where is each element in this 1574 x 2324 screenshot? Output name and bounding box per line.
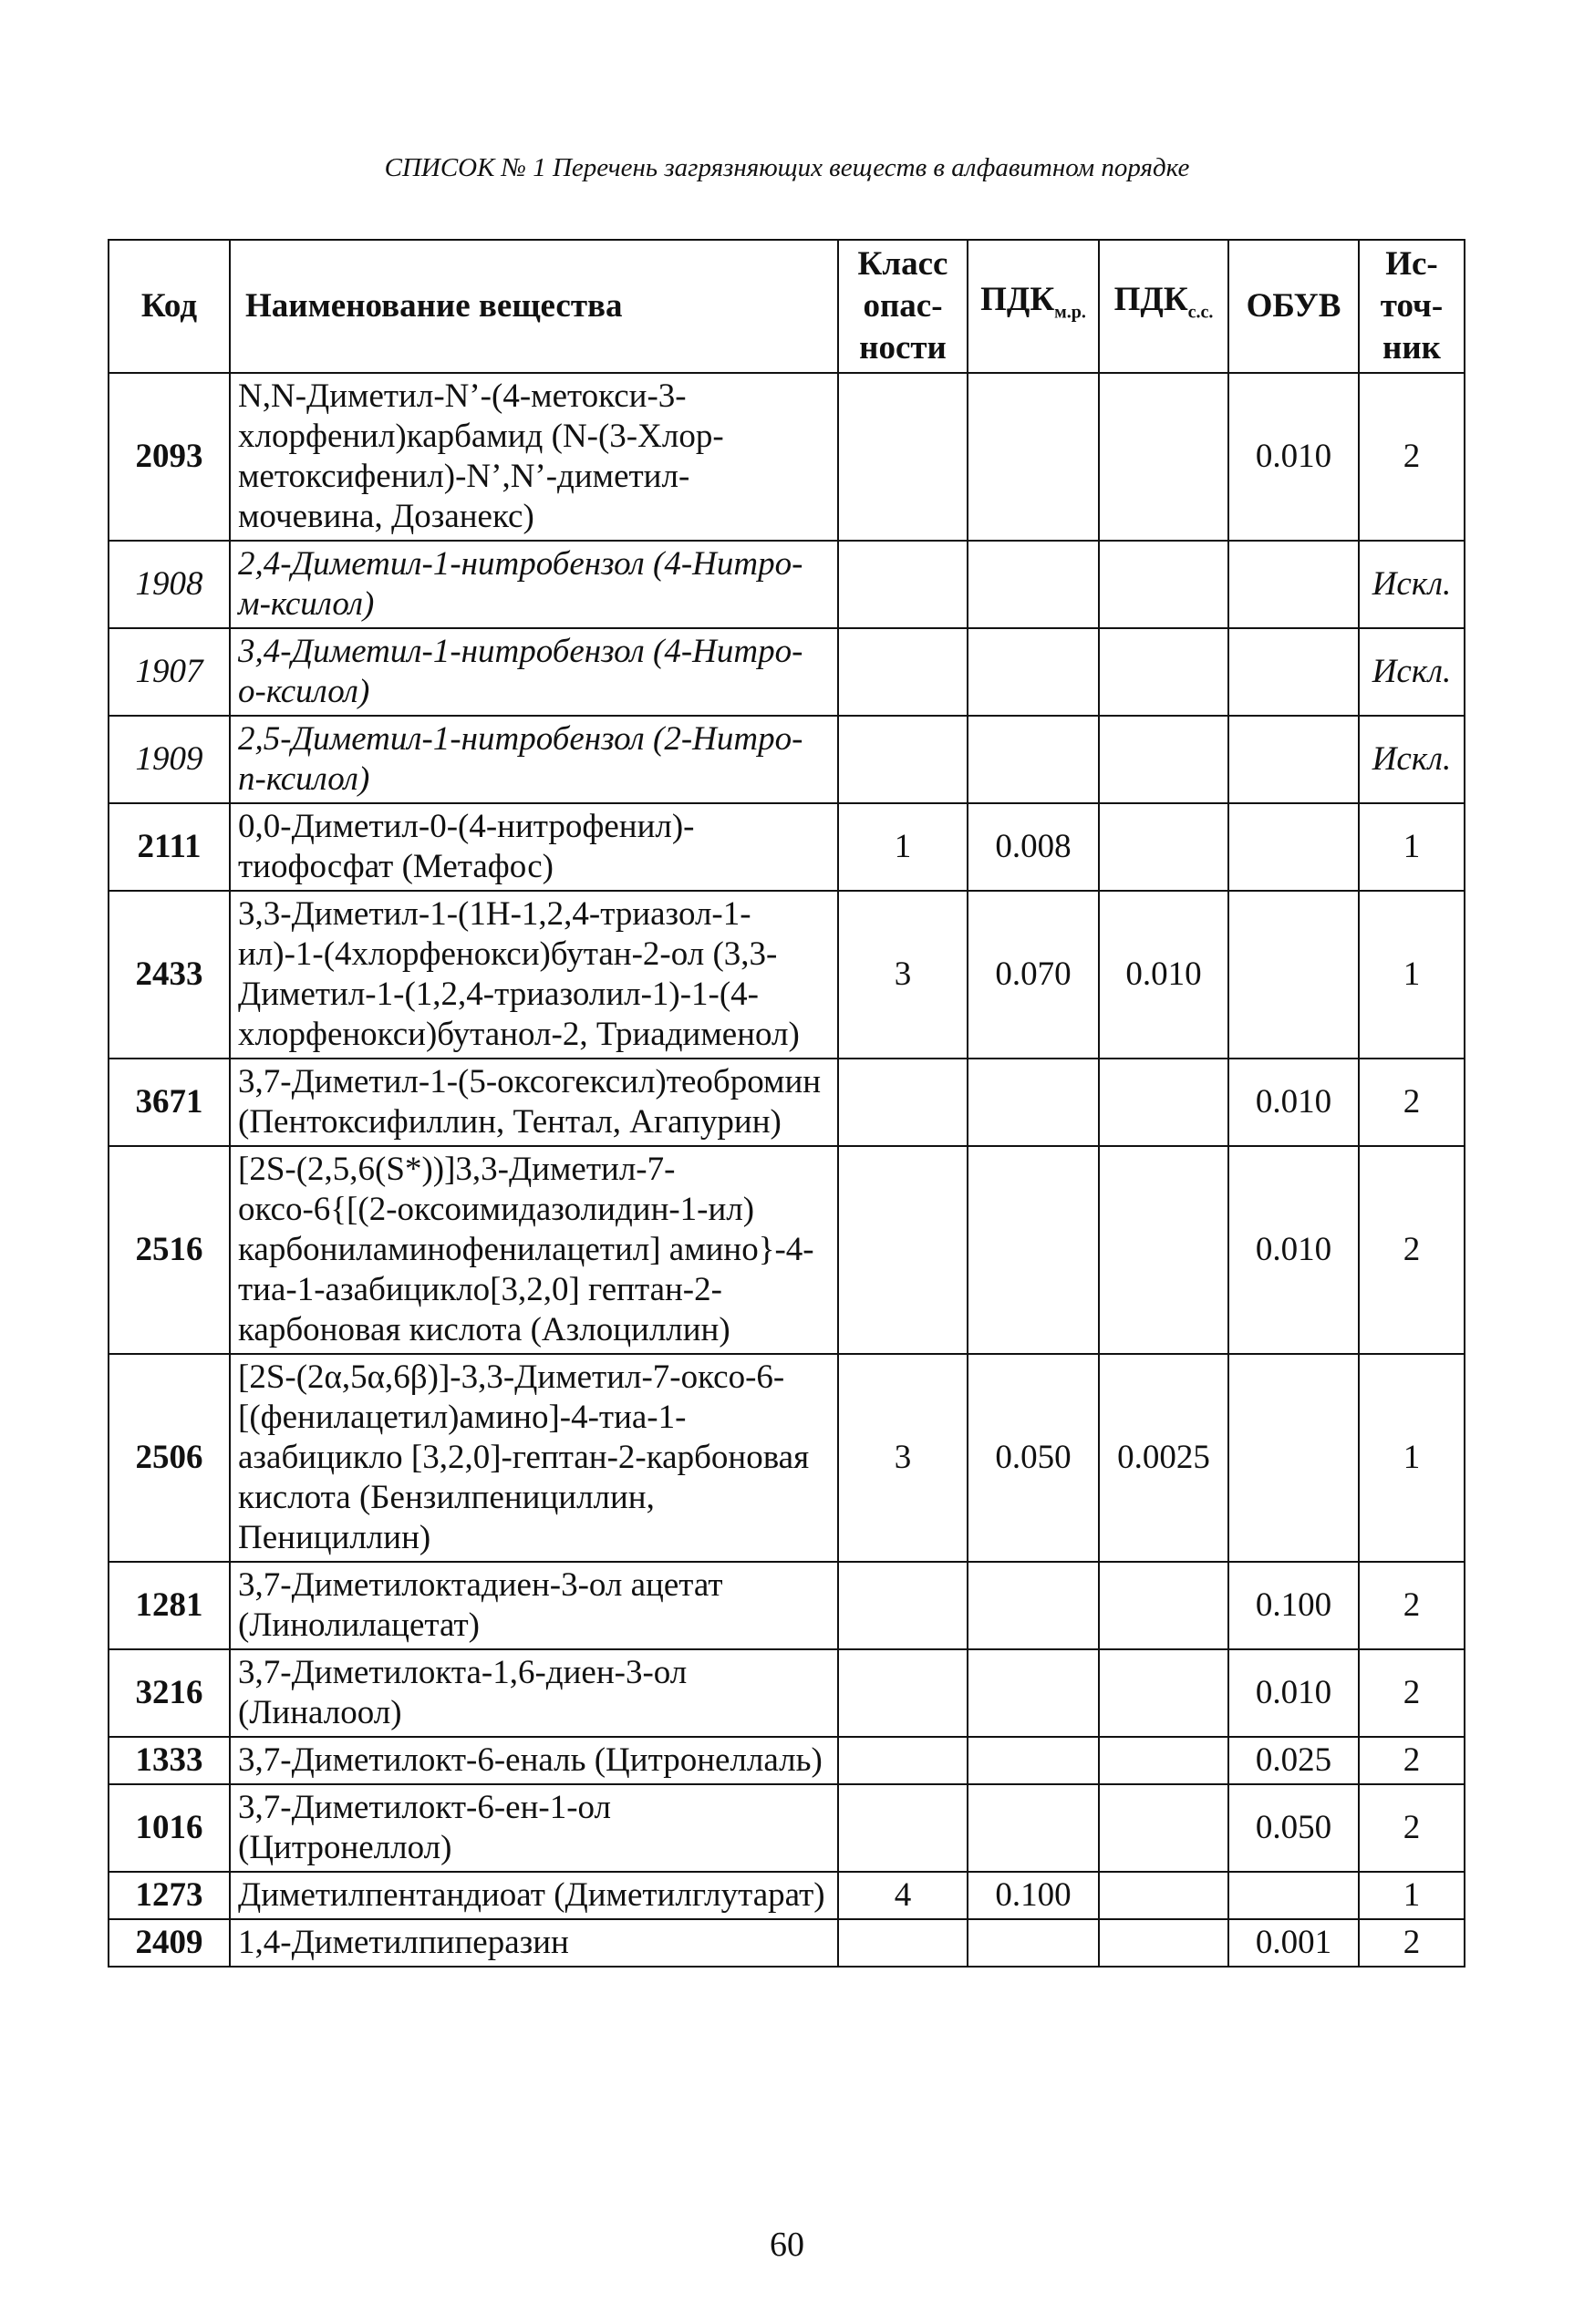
row-source: Искл. <box>1359 716 1465 803</box>
row-name: [2S-(2,5,6(S*))]3,3-Диметил-7-оксо-6{[(2-оксоимидазолидин-1-ил) карбониламинофенилацетил] амино}-4-тиа-1-азабицикло[3,2,0] гептан-2-карбоновая кислота (Азлоциллин) <box>230 1146 838 1354</box>
table-row <box>109 628 1465 716</box>
row-class <box>838 1737 968 1784</box>
row-class: 3 <box>838 891 968 1059</box>
row-pdk-ss <box>1099 1562 1228 1649</box>
row-class <box>838 628 968 716</box>
table-row <box>109 1872 1465 1919</box>
row-obuv <box>1228 1354 1359 1562</box>
row-pdk-mr <box>968 1059 1099 1146</box>
row-class <box>838 1784 968 1872</box>
row-source: 2 <box>1359 373 1465 541</box>
row-source: Искл. <box>1359 541 1465 628</box>
row-code: 1016 <box>109 1784 230 1872</box>
row-name: 3,7-Диметилоктадиен-3-ол ацетат (Линолилацетат) <box>230 1562 838 1649</box>
row-obuv: 0.100 <box>1228 1562 1359 1649</box>
row-name: [2S-(2α,5α,6β)]-3,3-Диметил-7-оксо-6-[(фенилацетил)амино]-4-тиа-1-азабицикло [3,2,0]-гептан-2-карбоновая кислота (Бензилпенициллин, Пенициллин) <box>230 1354 838 1562</box>
row-class <box>838 1146 968 1354</box>
row-obuv: 0.025 <box>1228 1737 1359 1784</box>
page-title: СПИСОК № 1 Перечень загрязняющих веществ в алфавитном порядке <box>384 153 1190 182</box>
row-class <box>838 1059 968 1146</box>
row-code: 2516 <box>109 1146 230 1354</box>
row-code: 2093 <box>109 373 230 541</box>
row-name: 3,7-Диметилокта-1,6-диен-3-ол (Линалоол) <box>230 1649 838 1737</box>
row-pdk-ss <box>1099 1059 1228 1146</box>
row-obuv: 0.010 <box>1228 373 1359 541</box>
row-code: 2111 <box>109 803 230 891</box>
row-code: 3671 <box>109 1059 230 1146</box>
row-pdk-mr <box>968 1784 1099 1872</box>
row-obuv <box>1228 628 1359 716</box>
row-source: 2 <box>1359 1059 1465 1146</box>
column-header-source: Ис-точ-ник <box>1359 240 1465 373</box>
row-obuv <box>1228 541 1359 628</box>
row-code: 1281 <box>109 1562 230 1649</box>
table-row <box>109 1737 1465 1784</box>
row-pdk-mr <box>968 1146 1099 1354</box>
row-pdk-ss <box>1099 1737 1228 1784</box>
table-row <box>109 1562 1465 1649</box>
row-pdk-ss <box>1099 716 1228 803</box>
row-pdk-ss <box>1099 628 1228 716</box>
row-pdk-ss <box>1099 1872 1228 1919</box>
row-code: 1909 <box>109 716 230 803</box>
row-source: 2 <box>1359 1737 1465 1784</box>
row-code: 1907 <box>109 628 230 716</box>
row-obuv: 0.050 <box>1228 1784 1359 1872</box>
row-pdk-mr <box>968 716 1099 803</box>
row-pdk-ss <box>1099 373 1228 541</box>
row-class <box>838 541 968 628</box>
row-obuv: 0.010 <box>1228 1059 1359 1146</box>
row-pdk-mr <box>968 373 1099 541</box>
row-source: 2 <box>1359 1649 1465 1737</box>
row-pdk-ss: 0.0025 <box>1099 1354 1228 1562</box>
row-pdk-ss <box>1099 541 1228 628</box>
row-pdk-mr <box>968 541 1099 628</box>
row-pdk-mr: 0.100 <box>968 1872 1099 1919</box>
row-obuv <box>1228 716 1359 803</box>
row-source: Искл. <box>1359 628 1465 716</box>
row-source: 1 <box>1359 1354 1465 1562</box>
row-code: 2409 <box>109 1919 230 1967</box>
row-class <box>838 716 968 803</box>
row-name: N,N-Диметил-N’-(4-метокси-3-хлорфенил)карбамид (N-(3-Хлор-метоксифенил)-N’,N’-диметил-мочевина, Дозанекс) <box>230 373 838 541</box>
substances-table <box>108 239 1465 1968</box>
table-header-row <box>109 240 1465 373</box>
row-obuv <box>1228 1872 1359 1919</box>
row-pdk-mr <box>968 1919 1099 1967</box>
row-code: 2506 <box>109 1354 230 1562</box>
row-obuv: 0.010 <box>1228 1146 1359 1354</box>
row-name: 2,5-Диметил-1-нитробензол (2-Нитро-п-ксилол) <box>230 716 838 803</box>
row-class <box>838 1649 968 1737</box>
row-code: 3216 <box>109 1649 230 1737</box>
row-pdk-ss <box>1099 1784 1228 1872</box>
table-row <box>109 1146 1465 1354</box>
table-row <box>109 1059 1465 1146</box>
row-pdk-mr <box>968 1649 1099 1737</box>
table-row <box>109 541 1465 628</box>
table-row <box>109 1919 1465 1967</box>
row-name: 2,4-Диметил-1-нитробензол (4-Нитро-м-ксилол) <box>230 541 838 628</box>
table-row <box>109 716 1465 803</box>
row-code: 1908 <box>109 541 230 628</box>
row-obuv <box>1228 891 1359 1059</box>
row-source: 2 <box>1359 1146 1465 1354</box>
page-number: 60 <box>770 2226 804 2264</box>
row-source: 2 <box>1359 1784 1465 1872</box>
row-class <box>838 1562 968 1649</box>
row-source: 1 <box>1359 891 1465 1059</box>
row-source: 1 <box>1359 1872 1465 1919</box>
row-name: 0,0-Диметил-0-(4-нитрофенил)-тиофосфат (Метафос) <box>230 803 838 891</box>
table-row <box>109 373 1465 541</box>
row-pdk-ss <box>1099 1919 1228 1967</box>
row-pdk-mr <box>968 628 1099 716</box>
row-name: 3,3-Диметил-1-(1Н-1,2,4-триазол-1-ил)-1-(4хлорфенокси)бутан-2-ол (3,3-Диметил-1-(1,2,4-триазолил-1)-1-(4-хлорфенокси)бутанол-2, Триадименол) <box>230 891 838 1059</box>
row-source: 1 <box>1359 803 1465 891</box>
row-pdk-ss <box>1099 1649 1228 1737</box>
row-name: 3,4-Диметил-1-нитробензол (4-Нитро-о-ксилол) <box>230 628 838 716</box>
column-header-pdk-ss: $ПДК_{с.с.}$ <box>1099 240 1228 373</box>
row-obuv: 0.010 <box>1228 1649 1359 1737</box>
row-code: 2433 <box>109 891 230 1059</box>
row-obuv <box>1228 803 1359 891</box>
row-name: 1,4-Диметилпиперазин <box>230 1919 838 1967</box>
column-header-pdk-mr: $ПДК_{м.р.}$ <box>968 240 1099 373</box>
row-source: 2 <box>1359 1919 1465 1967</box>
table-row <box>109 803 1465 891</box>
table-row <box>109 891 1465 1059</box>
row-class: 4 <box>838 1872 968 1919</box>
row-class <box>838 1919 968 1967</box>
row-pdk-mr: 0.070 <box>968 891 1099 1059</box>
row-name: Диметилпентандиоат (Диметилглутарат) <box>230 1872 838 1919</box>
row-pdk-ss <box>1099 803 1228 891</box>
row-pdk-ss <box>1099 1146 1228 1354</box>
row-pdk-mr: 0.050 <box>968 1354 1099 1562</box>
row-name: 3,7-Диметил-1-(5-оксогексил)теобромин (Пентоксифиллин, Тентал, Агапурин) <box>230 1059 838 1146</box>
table-row <box>109 1649 1465 1737</box>
row-class: 1 <box>838 803 968 891</box>
table-row <box>109 1354 1465 1562</box>
row-code: 1273 <box>109 1872 230 1919</box>
column-header-code: Код <box>109 240 230 373</box>
row-pdk-mr <box>968 1737 1099 1784</box>
row-pdk-ss: 0.010 <box>1099 891 1228 1059</box>
row-class <box>838 373 968 541</box>
table-row <box>109 1784 1465 1872</box>
row-class: 3 <box>838 1354 968 1562</box>
row-source: 2 <box>1359 1562 1465 1649</box>
row-pdk-mr <box>968 1562 1099 1649</box>
row-name: 3,7-Диметилокт-6-еналь (Цитронеллаль) <box>230 1737 838 1784</box>
row-code: 1333 <box>109 1737 230 1784</box>
row-name: 3,7-Диметилокт-6-ен-1-ол (Цитронеллол) <box>230 1784 838 1872</box>
column-header-name: Наименование вещества <box>230 240 838 373</box>
column-header-obuv: ОБУВ <box>1228 240 1359 373</box>
column-header-class: Класс опас-ности <box>838 240 968 373</box>
row-obuv: 0.001 <box>1228 1919 1359 1967</box>
row-pdk-mr: 0.008 <box>968 803 1099 891</box>
